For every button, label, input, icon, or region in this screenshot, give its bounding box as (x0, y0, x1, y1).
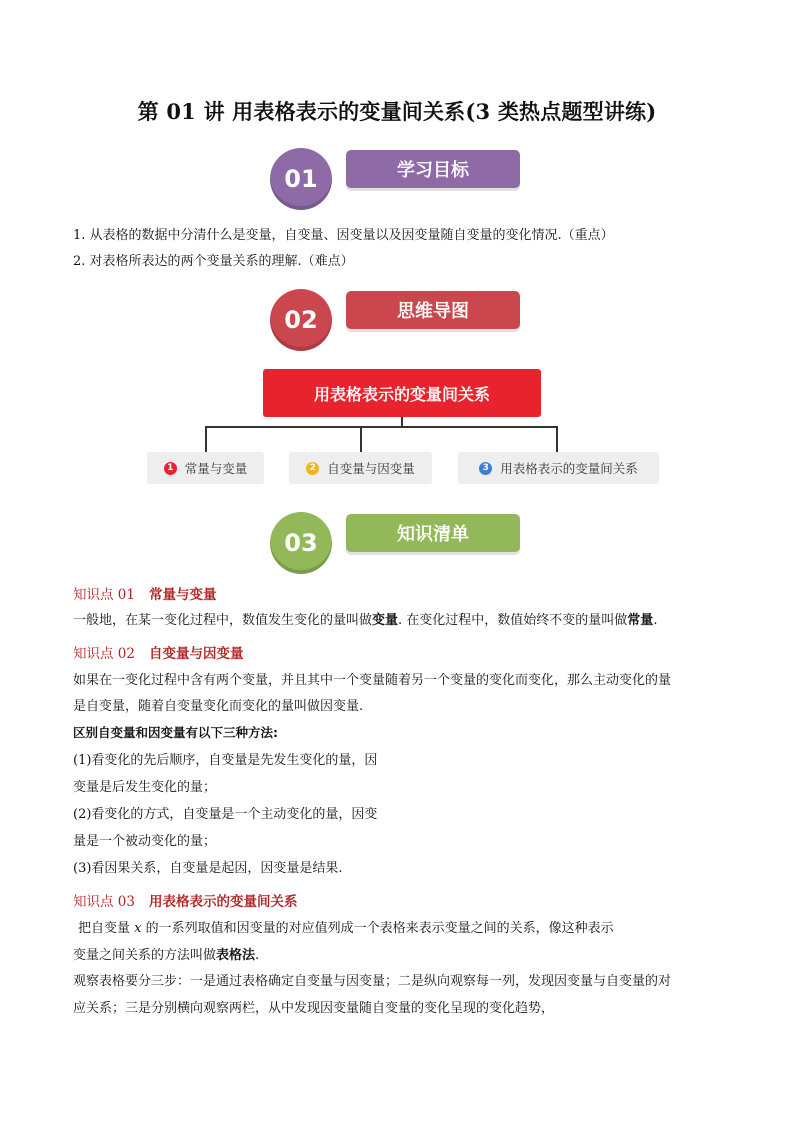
knowledge-point-title: 用表格表示的变量间关系 (148, 894, 298, 910)
kp2-line-2: 是自变量，随着自变量变化而变化的量叫做因变量. (73, 699, 364, 714)
knowledge-point-number: 知识点 01 (73, 587, 135, 603)
kp3-paragraph-2a: 观察表格要分三步：一是通过表格确定自变量与因变量；二是纵向观察每一列，发现因变量与自变量的对 (73, 974, 672, 989)
kp2-method-1a: (1)看变化的先后顺序，自变量是先发生变化的量，因 (73, 753, 378, 768)
knowledge-point-3-heading (73, 890, 297, 910)
term-variable: 变量 (372, 613, 399, 628)
section-number-badge: 02 (270, 289, 332, 351)
number-2-icon: 2 (306, 462, 319, 475)
section-header-knowledge-list (270, 512, 530, 574)
kp2-method-1b: 变量是后发生变化的量； (73, 780, 217, 795)
mindmap-node-constants-variables (147, 452, 264, 484)
goal-2: 2. 对表格所表达的两个变量关系的理解.（难点） (73, 254, 354, 269)
mindmap-node-label: 用表格表示的变量间关系 (500, 461, 638, 476)
text-segment: 变量之间关系的方法叫做 (73, 948, 217, 963)
goal-1: 1. 从表格的数据中分清什么是变量，自变量、因变量以及因变量随自变量的变化情况.（重点） (73, 228, 614, 243)
mindmap-node-label: 自变量与因变量 (327, 461, 415, 476)
knowledge-point-number: 知识点 02 (73, 646, 135, 662)
knowledge-point-1-heading (73, 583, 216, 603)
mindmap-node-label: 常量与变量 (184, 461, 248, 476)
knowledge-point-title: 自变量与因变量 (148, 646, 244, 662)
section-title: 学习目标 (346, 150, 520, 188)
section-header-learning-goals (270, 148, 530, 210)
text-segment: 把自变量 (78, 921, 131, 936)
kp1-definition (73, 608, 657, 634)
kp3-paragraph-1b (73, 943, 259, 969)
mindmap-root: 用表格表示的变量间关系 (263, 369, 541, 417)
kp3-paragraph-1a (78, 916, 614, 942)
number-1-icon: 1 (164, 462, 177, 475)
text-segment: . 在变化过程中，数值始终不变的量叫做 (398, 613, 628, 628)
kp2-line-1: 如果在一变化过程中含有两个变量，并且其中一个变量随着另一个变量的变化而变化，那么主动变化的量 (73, 673, 672, 688)
section-title: 知识清单 (346, 514, 520, 552)
mindmap-node-independent-dependent (289, 452, 432, 484)
kp2-subheading: 区别自变量和因变量有以下三种方法: (73, 725, 278, 740)
term-constant: 常量 (627, 613, 654, 628)
kp2-method-3: (3)看因果关系，自变量是起因，因变量是结果. (73, 861, 343, 876)
variable-x: x (134, 921, 142, 936)
page-title: 第 01 讲 用表格表示的变量间关系(3 类热点题型讲练) (137, 99, 657, 124)
section-number-badge: 03 (270, 512, 332, 574)
section-header-mindmap (270, 289, 530, 351)
kp2-method-2b: 量是一个被动变化的量； (73, 834, 217, 849)
text-segment: 一般地，在某一变化过程中，数值发生变化的量叫做 (73, 613, 373, 628)
mindmap-node-table-relationship (458, 452, 659, 484)
term-table-method: 表格法 (216, 948, 256, 963)
number-3-icon: 3 (479, 462, 492, 475)
knowledge-point-title: 常量与变量 (148, 587, 217, 603)
text-segment: . (255, 948, 260, 963)
mindmap-connector (205, 426, 558, 428)
text-segment: 的一系列取值和因变量的对应值列成一个表格来表示变量之间的关系，像这种表示 (145, 921, 614, 936)
section-number-badge: 01 (270, 148, 332, 210)
kp2-method-2a: (2)看变化的方式，自变量是一个主动变化的量，因变 (73, 807, 378, 822)
mindmap-connector (205, 426, 207, 452)
text-segment: . (653, 613, 658, 628)
mindmap-connector (360, 426, 362, 452)
kp3-paragraph-2b: 应关系；三是分别横向观察两栏，从中发现因变量随自变量的变化呈现的变化趋势， (73, 1001, 555, 1016)
knowledge-point-number: 知识点 03 (73, 894, 135, 910)
mindmap-connector (556, 426, 558, 452)
section-title: 思维导图 (346, 291, 520, 329)
knowledge-point-2-heading (73, 642, 243, 662)
